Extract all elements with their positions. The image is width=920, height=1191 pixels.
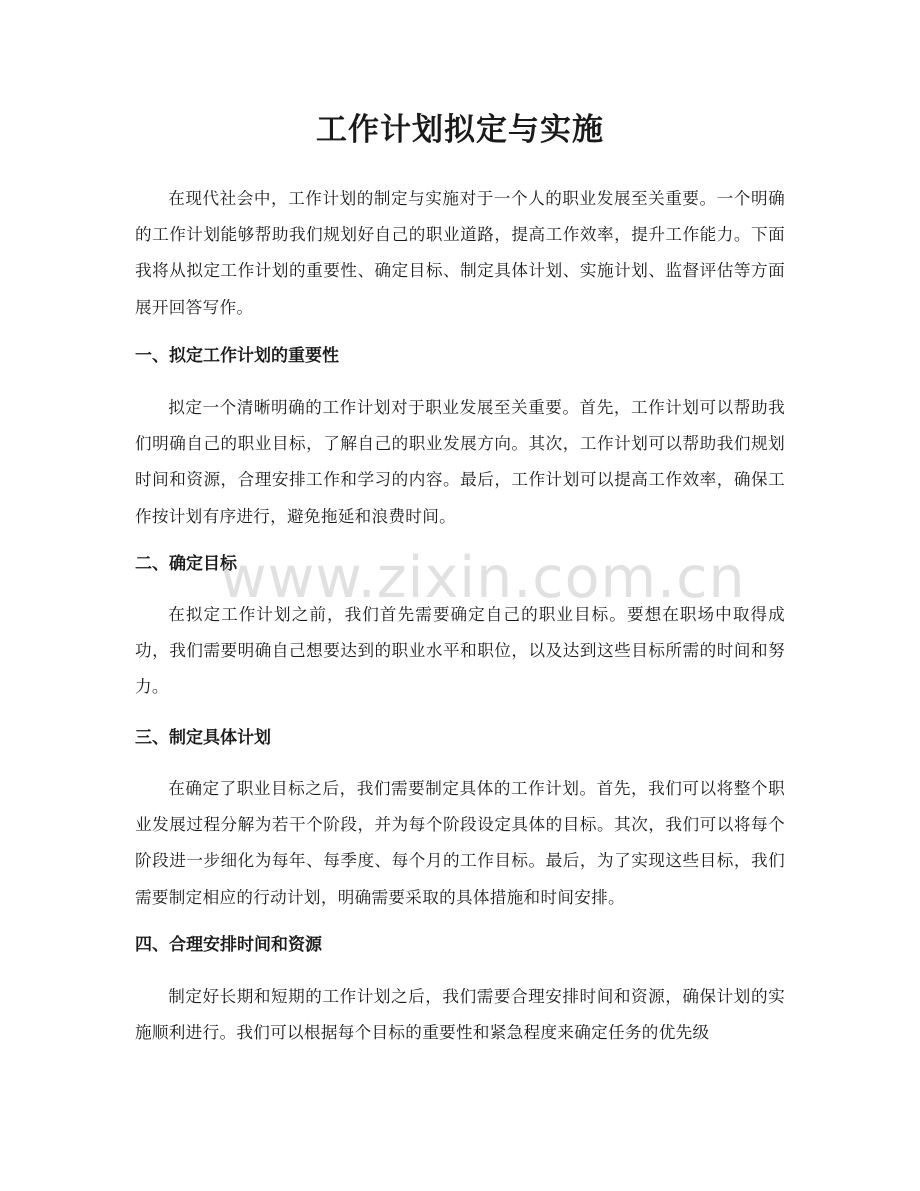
section-body-plan: 在确定了职业目标之后，我们需要制定具体的工作计划。首先，我们可以将整个职业发展过程分解为若干个阶段，并为每个阶段设定具体的目标。其次，我们可以将每个阶段进一步细化为每年、每季度、每个月的工作目标。最后，为了实现这些目标，我们需要制定相应的行动计划，明确需要采取的具体措施和时间安排。 <box>135 779 785 907</box>
document-title: 工作计划拟定与实施 <box>316 112 604 148</box>
watermark: www.zixin.com.cn <box>220 545 746 611</box>
section-body-time-resources: 制定好长期和短期的工作计划之后，我们需要合理安排时间和资源，确保计划的实施顺利进行。我们可以根据每个目标的重要性和紧急程度来确定任务的优先级 <box>135 987 785 1043</box>
section-heading-importance: 一、拟定工作计划的重要性 <box>135 346 339 366</box>
section-body-goals: 在拟定工作计划之前，我们首先需要确定自己的职业目标。要想在职场中取得成功，我们需要明确自己想要达到的职业水平和职位，以及达到这些目标所需的时间和努力。 <box>135 605 785 697</box>
intro-paragraph: 在现代社会中，工作计划的制定与实施对于一个人的职业发展至关重要。一个明确的工作计划能够帮助我们规划好自己的职业道路，提高工作效率，提升工作能力。下面我将从拟定工作计划的重要性、确定目标、制定具体计划、实施计划、监督评估等方面展开回答写作。 <box>135 189 785 317</box>
section-heading-goals: 二、确定目标 <box>135 554 237 574</box>
section-body-importance: 拟定一个清晰明确的工作计划对于职业发展至关重要。首先，工作计划可以帮助我们明确自己的职业目标，了解自己的职业发展方向。其次，工作计划可以帮助我们规划时间和资源，合理安排工作和学习的内容。最后，工作计划可以提高工作效率，确保工作按计划有序进行，避免拖延和浪费时间。 <box>135 398 785 526</box>
section-heading-plan: 三、制定具体计划 <box>135 728 271 748</box>
section-heading-time-resources: 四、合理安排时间和资源 <box>135 935 322 955</box>
